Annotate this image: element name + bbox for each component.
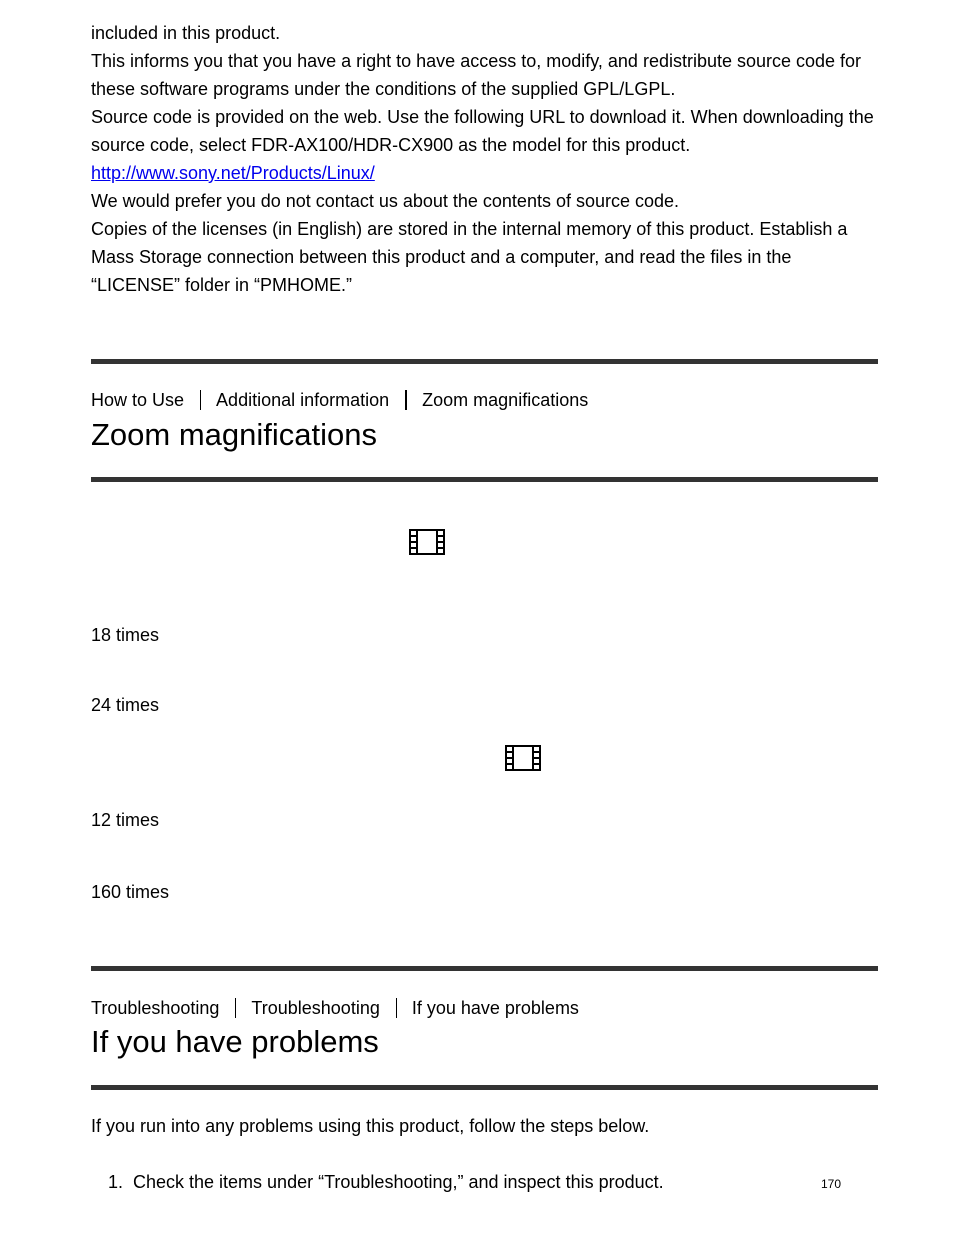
breadcrumb-item-current: Zoom magnifications xyxy=(422,389,589,410)
movie-film-icon xyxy=(409,529,445,555)
section-intro: If you run into any problems using this product, follow the steps below. xyxy=(91,1116,650,1136)
breadcrumb-separator xyxy=(200,390,201,410)
breadcrumb-separator xyxy=(405,390,407,410)
page-title: Zoom magnifications xyxy=(91,417,378,452)
movie-film-icon xyxy=(505,745,541,771)
step-number: 1. xyxy=(108,1172,124,1192)
page-title: If you have problems xyxy=(91,1024,379,1059)
source-code-link[interactable]: http://www.sony.net/Products/Linux/ xyxy=(91,163,375,183)
notice-line: Source code is provided on the web. Use the following URL to download it. When downloading the source code, select FDR-AX100/HDR-CX900 as the model for this product. xyxy=(91,107,874,155)
breadcrumb-item-current: If you have problems xyxy=(411,997,579,1018)
zoom-value: 24 times xyxy=(91,695,160,715)
zoom-value: 18 times xyxy=(91,625,160,645)
breadcrumb-separator xyxy=(235,998,236,1018)
zoom-value: 12 times xyxy=(91,810,160,830)
breadcrumb-item[interactable]: Troubleshooting xyxy=(91,997,220,1018)
breadcrumb-separator xyxy=(396,998,397,1018)
notice-line: Copies of the licenses (in English) are stored in the internal memory of this product. Establish a Mass Storage connection between this product and a computer, and read the files in the “LICENSE” folder in “PMHOME.” xyxy=(91,219,848,295)
license-notice xyxy=(91,19,881,299)
step-text: Check the items under “Troubleshooting,” and inspect this product. xyxy=(133,1172,664,1192)
page-number: 170 xyxy=(821,1177,842,1191)
breadcrumb-item[interactable]: Additional information xyxy=(216,389,390,410)
notice-line: We would prefer you do not contact us about the contents of source code. xyxy=(91,191,680,211)
section-divider xyxy=(91,477,878,482)
zoom-value: 160 times xyxy=(91,882,170,902)
breadcrumb-item[interactable]: How to Use xyxy=(91,389,185,410)
notice-line: This informs you that you have a right to have access to, modify, and redistribute source code for these software programs under the conditions of the supplied GPL/LGPL. xyxy=(91,51,862,99)
section-divider xyxy=(91,966,878,971)
breadcrumb-item[interactable]: Troubleshooting xyxy=(251,997,380,1018)
section-divider xyxy=(91,1085,878,1090)
section-divider xyxy=(91,359,878,364)
breadcrumb xyxy=(91,389,588,411)
notice-line: included in this product. xyxy=(91,23,281,43)
breadcrumb xyxy=(91,997,579,1019)
list-item xyxy=(108,1172,664,1193)
